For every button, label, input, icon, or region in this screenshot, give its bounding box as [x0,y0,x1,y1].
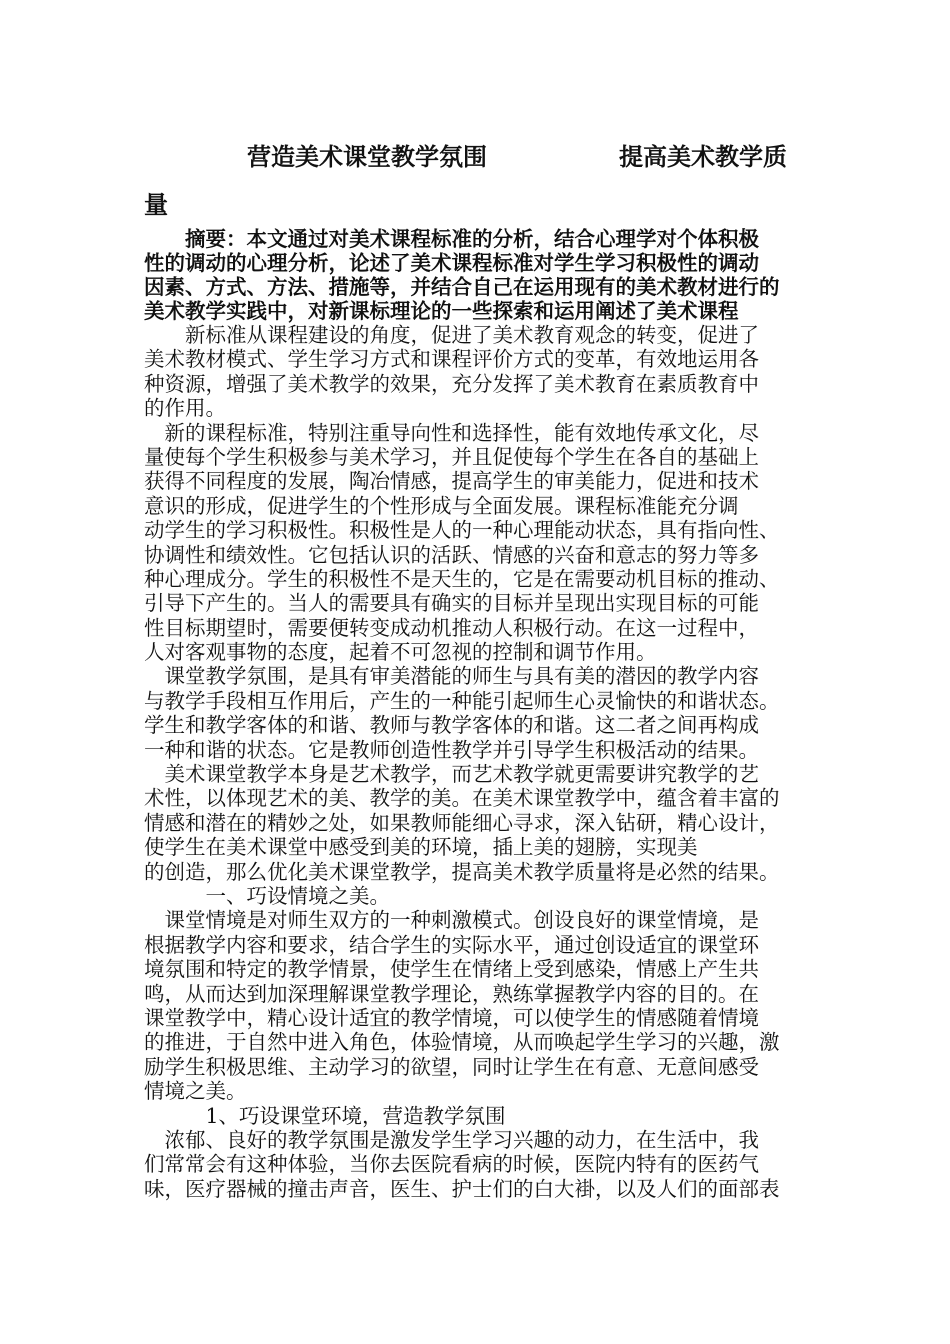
title-part-1: 营造美术课堂教学氛围 [247,142,487,171]
title-part-3: 量 [144,190,168,219]
body-line: 课堂教学氛围，是具有审美潜能的师生与具有美的潜因的教学内容 [144,664,759,689]
body-line: 美术教材模式、学生学习方式和课程评价方式的变革，有效地运用各 [144,347,759,372]
body-line: 的创造，那么优化美术课堂教学，提高美术教学质量将是必然的结果。 [144,859,780,884]
body-line: 引导下产生的。当人的需要具有确实的目标并呈现出实现目标的可能 [144,591,759,616]
body-line: 获得不同程度的发展，陶冶情感，提高学生的审美能力，促进和技术 [144,469,759,494]
body-line: 量使每个学生积极参与美术学习，并且促使每个学生在各自的基础上 [144,444,759,469]
body-line: 意识的形成，促进学生的个性形成与全面发展。课程标准能充分调 [144,493,739,518]
body-line: 性目标期望时，需要便转变成动机推动人积极行动。在这一过程中， [144,615,759,640]
body-line: 动学生的学习积极性。积极性是人的一种心理能动状态，具有指向性、 [144,518,780,543]
abstract-line: 性的调动的心理分析，论述了美术课程标准对学生学习积极性的调动 [144,251,759,275]
body-line: 学生和教学客体的和谐、教师与教学客体的和谐。这二者之间再构成 [144,713,759,738]
body-line: 一种和谐的状态。它是教师创造性教学并引导学生积极活动的结果。 [144,737,759,762]
body-line: 种资源，增强了美术教学的效果，充分发挥了美术教育在素质教育中 [144,371,759,396]
body-line: 课堂教学中，精心设计适宜的教学情境，可以使学生的情感随着情境 [144,1005,759,1030]
body-line: 使学生在美术课堂中感受到美的环境，插上美的翅膀，实现美 [144,835,698,860]
body-line: 新标准从课程建设的角度，促进了美术教育观念的转变，促进了 [144,323,759,347]
section-heading: 一、巧设情境之美。 [144,883,390,908]
body-line: 浓郁、良好的教学氛围是激发学生学习兴趣的动力，在生活中，我 [144,1127,759,1152]
body-line: 情感和潜在的精妙之处，如果教师能细心寻求，深入钻研，精心设计， [144,810,780,835]
body-line: 的推进，于自然中进入角色，体验情境，从而唤起学生学习的兴趣，激 [144,1030,780,1055]
body-line: 味，医疗器械的撞击声音，医生、护士们的白大褂，以及人们的面部表 [144,1176,780,1201]
body-line: 人对客观事物的态度，起着不可忽视的控制和调节作用。 [144,640,657,665]
body-line: 鸣，从而达到加深理解课堂教学理论，熟练掌握教学内容的目的。在 [144,981,759,1006]
body-line: 与教学手段相互作用后，产生的一种能引起师生心灵愉快的和谐状态。 [144,688,780,713]
body-line: 种心理成分。学生的积极性不是天生的，它是在需要动机目标的推动、 [144,566,780,591]
body-text [144,323,816,1201]
body-line: 情境之美。 [144,1079,247,1104]
abstract [144,227,816,323]
body-line: 境氛围和特定的教学情景，使学生在情绪上受到感染，情感上产生共 [144,957,759,982]
subsection-heading: 1、巧设课堂环境，营造教学氛围 [144,1103,506,1128]
body-line: 新的课程标准，特别注重导向性和选择性，能有效地传承文化，尽 [144,420,759,445]
body-line: 协调性和绩效性。它包括认识的活跃、情感的兴奋和意志的努力等多 [144,542,759,567]
body-line: 课堂情境是对师生双方的一种刺激模式。创设良好的课堂情境，是 [144,908,759,933]
abstract-line: 美术教学实践中，对新课标理论的一些探索和运用阐述了美术课程 [144,299,739,323]
body-line: 根据教学内容和要求，结合学生的实际水平，通过创设适宜的课堂环 [144,932,759,957]
body-line: 励学生积极思维、主动学习的欲望，同时让学生在有意、无意间感受 [144,1054,759,1079]
body-line: 的作用。 [144,396,226,421]
body-line: 术性，以体现艺术的美、教学的美。在美术课堂教学中，蕴含着丰富的 [144,786,780,811]
abstract-line: 因素、方式、方法、措施等，并结合自己在运用现有的美术教材进行的 [144,275,780,299]
body-line: 们常常会有这种体验，当你去医院看病的时候，医院内特有的医药气 [144,1152,759,1177]
body-line: 美术课堂教学本身是艺术教学，而艺术教学就更需要讲究教学的艺 [144,762,759,787]
title-part-2: 提高美术教学质 [619,142,787,171]
abstract-line: 摘要：本文通过对美术课程标准的分析，结合心理学对个体积极 [144,227,759,251]
